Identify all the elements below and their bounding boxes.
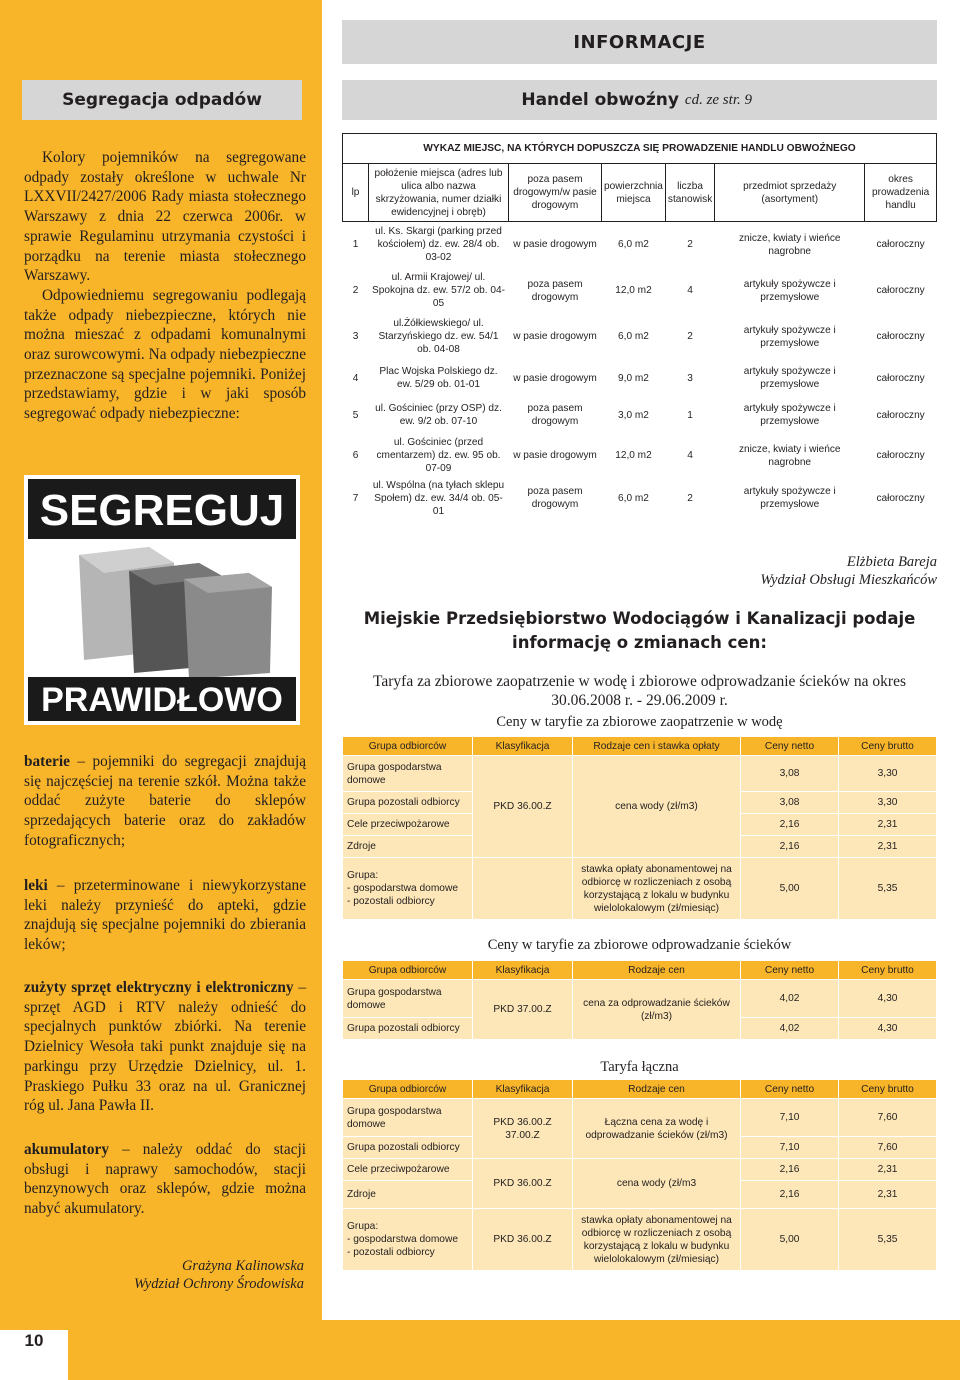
table-cell: 2 xyxy=(352,285,359,296)
water-price-type: cena wody (zł/m3) xyxy=(573,756,741,858)
combined-gross-3: 2,31 xyxy=(839,1159,937,1181)
accumulators-text: – należy oddać do stacji obsługi i naprawy samochodów, stacji benzynowych oraz sklepów, gdzie można nabyć akumulatory. xyxy=(24,1141,306,1218)
water-header-class: Klasyfikacja xyxy=(473,737,573,756)
table-cell: ul.Żółkiewskiego/ ul. Starzyńskiego dz. ew. 54/1 ob. 04-08 xyxy=(378,318,499,355)
mpwik-heading: Miejskie Przedsiębiorstwo Wodociągów i Kanalizacji podaje informację o zmianach cen: xyxy=(363,609,916,652)
sewage-net-1: 4,02 xyxy=(741,980,839,1018)
footer-bar xyxy=(0,1320,960,1380)
water-table-caption: Ceny w taryfie za zbiorowe zaopatrzenie w wodę xyxy=(496,714,783,730)
table-cell: ul. Ks. Skargi (parking przed kościołem) dz. ew. 28/4 ob. 03-02 xyxy=(375,226,502,264)
water-group-hydrants: Zdroje xyxy=(343,836,473,858)
tariff-heading: Taryfa za zbiorowe zaopatrzenie w wodę i zbiorowe odprowadzanie ścieków na okres 30.06.2008 r. - 29.06.2009 r. xyxy=(373,673,906,709)
trade-table-caption: WYKAZ MIEJSC, NA KTÓRYCH DOPUSZCZA SIĘ PROWADZENIE HANDLU OBWOŹNEGO xyxy=(343,134,937,164)
combined-group-fire: Cele przeciwpożarowe xyxy=(343,1159,473,1181)
empty-cell xyxy=(473,858,573,920)
water-net-5: 5,00 xyxy=(741,858,839,920)
combined-fee-type: stawka opłaty abonamentowej na odbiorcę w rozliczeniach z osobą korzystającą z lokalu w budynku wielolokalowym (zł/miesiąc) xyxy=(573,1209,741,1271)
table-cell: znicze, kwiaty i wieńce nagrobne xyxy=(738,232,841,257)
combined-header-gross: Ceny brutto xyxy=(839,1080,937,1099)
combined-table-caption: Taryfa łączna xyxy=(600,1059,679,1075)
sewage-header-class: Klasyfikacja xyxy=(473,961,573,980)
table-cell: 4 xyxy=(352,372,359,384)
intro-text-2: Odpowiedniemu segregowaniu podlegają także odpady niebezpieczne, których nie można mieszać z odpadami komunalnymi oraz surowcowymi. Na odpady niebezpieczne przeznaczone są specjalne pojemniki. Poniżej przedstawiamy, gdzie i w jaki sposób segregować odpady niebezpieczne: xyxy=(24,286,306,423)
water-net-1: 3,08 xyxy=(741,756,839,792)
table-row xyxy=(343,1099,937,1137)
table-cell: Plac Wojska Polskiego dz. ew. 5/29 ob. 01-01 xyxy=(379,366,498,390)
table-cell: 7 xyxy=(352,492,359,504)
water-header-group: Grupa odbiorców xyxy=(343,737,473,756)
combined-pkd: PKD 36.00.Z 37.00.Z xyxy=(473,1099,573,1159)
table-cell: w pasie drogowym xyxy=(513,372,597,384)
electronics-paragraph xyxy=(24,978,306,1116)
combined-net-4: 2,16 xyxy=(741,1181,839,1209)
combined-pkd-water: PKD 36.00.Z xyxy=(473,1159,573,1209)
table-cell: całoroczny xyxy=(876,285,925,296)
combined-price-type: Łączna cena za wodę i odprowadzanie ścieków (zł/m3) xyxy=(573,1099,741,1159)
combined-gross-2: 7,60 xyxy=(839,1137,937,1159)
batteries-term: baterie xyxy=(24,753,70,770)
table-cell: 12,0 m2 xyxy=(615,450,652,461)
table-cell: 2 xyxy=(687,331,693,342)
image-bottom-text: PRAWIDŁOWO xyxy=(41,681,283,719)
combined-net-2: 7,10 xyxy=(741,1137,839,1159)
table-cell: w pasie drogowym xyxy=(513,450,597,461)
segregation-image xyxy=(24,475,300,725)
table-cell: 2 xyxy=(687,239,693,251)
table-cell: znicze, kwiaty i wieńce nagrobne xyxy=(738,443,841,468)
combined-gross-5: 5,35 xyxy=(839,1209,937,1271)
table-cell: 6,0 m2 xyxy=(618,239,649,251)
table-cell: całoroczny xyxy=(876,450,925,461)
medicines-text: – przeterminowane i niewykorzystane leki należy przynieść do apteki, gdzie znajdują się specjalne pojemniki do zbierania leków; xyxy=(24,877,306,954)
combined-table-header xyxy=(343,1080,937,1099)
combined-net-1: 7,10 xyxy=(741,1099,839,1137)
combined-price-table xyxy=(342,1079,937,1271)
table-cell: 3 xyxy=(687,372,693,384)
water-gross-1: 3,30 xyxy=(839,756,937,792)
water-group-others: Grupa pozostali odbiorcy xyxy=(343,792,473,814)
left-signature-dept: Wydział Ochrony Środowiska xyxy=(134,1276,304,1292)
combined-group-mixed: Grupa: - gospodarstwa domowe - pozostali odbiorcy xyxy=(343,1209,473,1271)
batteries-paragraph xyxy=(24,752,306,851)
sewage-price-type: cena za odprowadzanie ścieków (zł/m3) xyxy=(573,980,741,1040)
sewage-header-net: Ceny netto xyxy=(741,961,839,980)
combined-net-5: 5,00 xyxy=(741,1209,839,1271)
electronics-term: zużyty sprzęt elektryczny i elektroniczny xyxy=(24,979,294,996)
table-cell: ul. Gościniec (przy OSP) dz. ew. 9/2 ob. 07-10 xyxy=(375,403,502,427)
combined-group-households: Grupa gospodarstwa domowe xyxy=(343,1099,473,1137)
table-cell: 1 xyxy=(687,409,693,421)
water-net-3: 2,16 xyxy=(741,814,839,836)
table-cell: 3 xyxy=(352,331,359,342)
table-row xyxy=(343,268,937,314)
combined-header-net: Ceny netto xyxy=(741,1080,839,1099)
table-cell: 5 xyxy=(352,409,359,421)
sewage-table-caption: Ceny w taryfie za zbiorowe odprowadzanie ścieków xyxy=(487,937,792,953)
sewage-group-households: Grupa gospodarstwa domowe xyxy=(343,980,473,1018)
sewage-gross-2: 4,30 xyxy=(839,1018,937,1040)
medicines-paragraph xyxy=(24,876,306,955)
table-row xyxy=(343,756,937,792)
water-header-price-type: Rodzaje cen i stawka opłaty xyxy=(573,737,741,756)
header-goods: przedmiot sprzedaży (asortyment) xyxy=(715,164,865,222)
table-row xyxy=(343,314,937,360)
accumulators-term: akumulatory xyxy=(24,1141,109,1158)
table-cell: poza pasem drogowym xyxy=(527,486,583,510)
sewage-header-gross: Ceny brutto xyxy=(839,961,937,980)
image-top-text: SEGREGUJ xyxy=(39,486,285,535)
batteries-text: – pojemniki do segregacji znajdują się najczęściej na terenie szkół. Można także oddać zużyte baterie do sklepów sprzedających baterie oraz do zakładów fotograficznych; xyxy=(24,753,306,849)
table-row xyxy=(343,1209,937,1271)
water-net-2: 3,08 xyxy=(741,792,839,814)
right-article-title xyxy=(342,80,937,120)
table-cell: 2 xyxy=(687,492,693,504)
right-signature-dept: Wydział Obsługi Mieszkańców xyxy=(760,572,937,588)
sewage-net-2: 4,02 xyxy=(741,1018,839,1040)
table-cell: w pasie drogowym xyxy=(513,239,597,251)
table-cell: artykuły spożywcze i przemysłowe xyxy=(743,403,836,427)
table-cell: 6,0 m2 xyxy=(618,331,649,342)
right-title-text: Handel obwoźny xyxy=(521,90,679,110)
table-cell: w pasie drogowym xyxy=(513,331,597,342)
water-fee-type: stawka opłaty abonamentowej na odbiorcę w rozliczeniach z osobą korzystającą z lokalu w budynku wielolokalowym (zł/miesiąc) xyxy=(573,858,741,920)
page-number: 10 xyxy=(0,1330,68,1380)
table-cell: 9,0 m2 xyxy=(618,372,649,384)
water-group-mixed: Grupa: - gospodarstwa domowe - pozostali odbiorcy xyxy=(343,858,473,920)
sewage-table-header xyxy=(343,961,937,980)
bins-illustration xyxy=(24,475,300,725)
trade-table-body xyxy=(343,222,937,519)
sewage-header-group: Grupa odbiorców xyxy=(343,961,473,980)
combined-pkd-fee: PKD 36.00.Z xyxy=(473,1209,573,1271)
table-cell: poza pasem drogowym xyxy=(527,403,583,427)
header-lp: lp xyxy=(343,164,369,222)
table-cell: poza pasem drogowym xyxy=(527,278,583,303)
combined-header-price-type: Rodzaje cen xyxy=(573,1080,741,1099)
header-road-zone: poza pasem drogowym/w pasie drogowym xyxy=(509,164,602,222)
table-cell: całoroczny xyxy=(876,331,925,342)
table-cell: ul. Gościniec (przed cmentarzem) dz. ew. 95 ob. 07-09 xyxy=(376,437,501,474)
table-cell: 1 xyxy=(352,239,359,251)
trade-table-header xyxy=(343,164,937,222)
water-table-header xyxy=(343,737,937,756)
combined-header-class: Klasyfikacja xyxy=(473,1080,573,1099)
table-cell: artykuły spożywcze i przemysłowe xyxy=(743,366,836,390)
table-cell: 6 xyxy=(352,450,359,461)
table-cell: 6,0 m2 xyxy=(618,492,649,504)
sewage-group-others: Grupa pozostali odbiorcy xyxy=(343,1018,473,1040)
header-location: położenie miejsca (adres lub ulica albo nazwa skrzyżowania, numer działki ewidencyjnej i obręb) xyxy=(369,164,509,222)
table-row xyxy=(343,980,937,1018)
water-gross-4: 2,31 xyxy=(839,836,937,858)
trade-locations-table xyxy=(342,133,937,519)
combined-net-3: 2,16 xyxy=(741,1159,839,1181)
sewage-price-table xyxy=(342,960,937,1040)
table-row xyxy=(343,222,937,268)
electronics-text: – sprzęt AGD i RTV należy odnieść do specjalnych punktów zbiórki. Na terenie Dzielnicy Wesoła taki punkt znajduje się na parkingu przy Urzędzie Dzielnicy, ul. 1. Praskiego Pułku 33 oraz na ul. Granicznej róg ul. Jana Pawła II. xyxy=(24,979,306,1115)
water-group-fire: Cele przeciwpożarowe xyxy=(343,814,473,836)
water-price-table xyxy=(342,736,937,920)
table-cell: całoroczny xyxy=(876,492,925,504)
table-row xyxy=(343,434,937,478)
table-cell: artykuły spożywcze i przemysłowe xyxy=(743,324,836,349)
water-header-net: Ceny netto xyxy=(741,737,839,756)
water-pkd: PKD 36.00.Z xyxy=(473,756,573,858)
sewage-gross-1: 4,30 xyxy=(839,980,937,1018)
table-row xyxy=(343,397,937,434)
section-header: INFORMACJE xyxy=(342,20,937,64)
table-cell: artykuły spożywcze i przemysłowe xyxy=(743,486,836,510)
water-net-4: 2,16 xyxy=(741,836,839,858)
header-stands: liczba stanowisk xyxy=(665,164,714,222)
right-signature xyxy=(560,553,937,589)
medicines-term: leki xyxy=(24,877,48,894)
table-row xyxy=(343,858,937,920)
accumulators-paragraph xyxy=(24,1140,306,1219)
table-cell: 3,0 m2 xyxy=(618,409,649,421)
table-cell: ul. Armii Krajowej/ ul. Spokojna dz. ew. 57/2 ob. 04-05 xyxy=(372,272,505,309)
sewage-pkd: PKD 37.00.Z xyxy=(473,980,573,1040)
table-row xyxy=(343,478,937,519)
combined-price-water: cena wody (zł/m3 xyxy=(573,1159,741,1209)
left-article-title: Segregacja odpadów xyxy=(22,80,302,120)
combined-header-group: Grupa odbiorców xyxy=(343,1080,473,1099)
combined-gross-1: 7,60 xyxy=(839,1099,937,1137)
table-row xyxy=(343,360,937,397)
intro-text-1: Kolory pojemników na segregowane odpady zostały określone w uchwale Nr LXXVII/2427/2006 Rady miasta stołecznego Warszawy z dnia 22 czerwca 2006r. w sprawie Regulaminu utrzymania czystości i porządku na terenie miasta stołecznego Warszawy. xyxy=(24,149,306,285)
table-row xyxy=(343,1159,937,1181)
table-cell: całoroczny xyxy=(876,239,925,251)
water-gross-5: 5,35 xyxy=(839,858,937,920)
water-gross-2: 3,30 xyxy=(839,792,937,814)
table-cell: 4 xyxy=(687,285,693,296)
table-cell: całoroczny xyxy=(876,409,925,421)
sewage-header-price-type: Rodzaje cen xyxy=(573,961,741,980)
intro-paragraph xyxy=(24,148,306,424)
right-title-reference: cd. ze str. 9 xyxy=(684,91,752,108)
left-signature xyxy=(24,1257,304,1293)
table-cell: 12,0 m2 xyxy=(615,285,652,296)
right-signature-name: Elżbieta Bareja xyxy=(846,554,937,570)
header-area: powierzchnia miejsca xyxy=(602,164,666,222)
left-signature-name: Grażyna Kalinowska xyxy=(181,1258,304,1274)
table-cell: ul. Wspólna (na tyłach sklepu Społem) dz. ew. 34/4 ob. 05-01 xyxy=(372,479,505,517)
table-cell: artykuły spożywcze i przemysłowe xyxy=(743,278,836,303)
water-header-gross: Ceny brutto xyxy=(839,737,937,756)
combined-gross-4: 2,31 xyxy=(839,1181,937,1209)
header-period: okres prowadzenia handlu xyxy=(865,164,937,222)
combined-group-others: Grupa pozostali odbiorcy xyxy=(343,1137,473,1159)
table-cell: całoroczny xyxy=(876,372,925,384)
combined-group-hydrants: Zdroje xyxy=(343,1181,473,1209)
table-cell: 4 xyxy=(687,450,693,461)
water-group-households: Grupa gospodarstwa domowe xyxy=(343,756,473,792)
water-gross-3: 2,31 xyxy=(839,814,937,836)
